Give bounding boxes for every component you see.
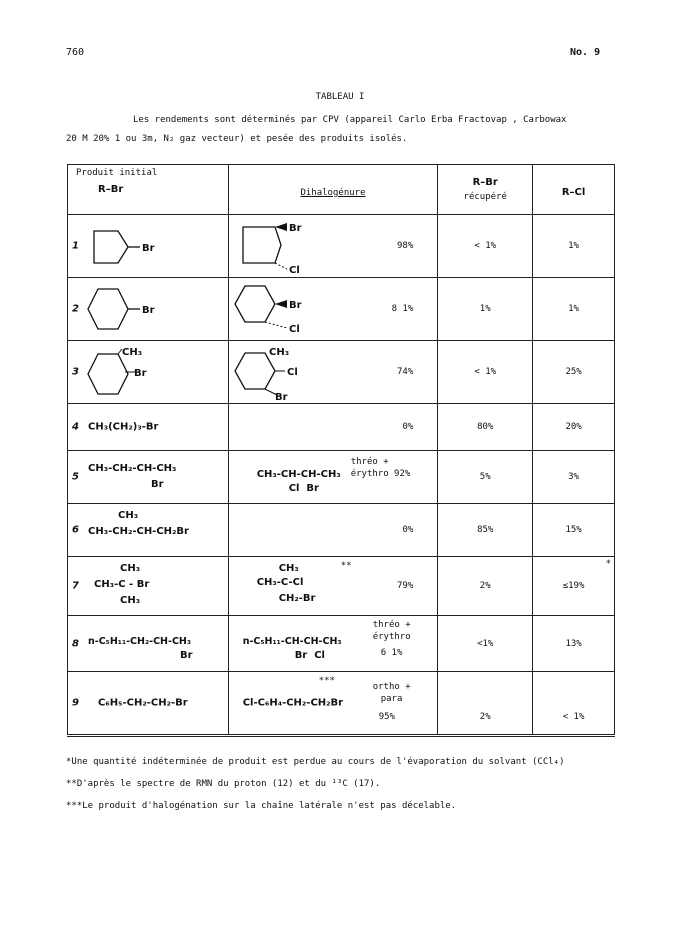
- isomer-note: thréo +: [350, 457, 389, 467]
- initial-substituent: Br: [151, 479, 164, 490]
- header-rcl: R–Cl: [561, 187, 586, 198]
- footnote-mark: **: [340, 561, 352, 571]
- initial-formula: CH₃-CH₂-CH-CH₃: [88, 463, 177, 474]
- initial-formula: C₆H₅-CH₂-CH₂-Br: [98, 697, 188, 709]
- footnote-3: ***Le produit d'halogénation sur la chaîne latérale n'est pas décelable.: [66, 801, 457, 811]
- product-methyl: CH₃: [278, 563, 299, 574]
- header-rbr-recovered: R–Br: [472, 177, 498, 188]
- table-title: TABLEAU I: [315, 92, 365, 102]
- svg-text:Cl: Cl: [286, 367, 298, 378]
- table-row: [68, 451, 615, 504]
- yield-value: 8 1%: [391, 304, 414, 314]
- methylcyclohexyl-bromide-structure: [86, 345, 196, 399]
- row-number: 7: [72, 580, 79, 592]
- header-produit-initial: Produit initial: [76, 168, 158, 178]
- recovered-value: 5%: [479, 472, 491, 482]
- table-row: [68, 504, 615, 557]
- rcl-value: 25%: [565, 367, 582, 377]
- row-number: 3: [72, 366, 79, 378]
- rcl-value: 13%: [565, 638, 582, 649]
- table-row: [68, 672, 615, 736]
- isomer-note-2: érythro: [372, 632, 411, 642]
- header-rbr: R–Br: [98, 184, 124, 195]
- dihalocyclohexane-structure: [233, 282, 343, 338]
- svg-text:Br: Br: [274, 392, 288, 401]
- row-number: 5: [72, 471, 79, 483]
- product-substituent: CH₂-Br: [278, 593, 316, 604]
- initial-methyl-top: CH₃: [120, 563, 141, 574]
- yield-value: 0%: [402, 525, 414, 535]
- table-row: [68, 557, 615, 616]
- rcl-value: 20%: [565, 422, 582, 432]
- rcl-value: < 1%: [562, 712, 585, 722]
- svg-text:Br: Br: [142, 305, 155, 316]
- rcl-value: ≤19%: [562, 581, 585, 591]
- svg-text:Cl: Cl: [288, 324, 300, 335]
- row-number: 6: [72, 524, 79, 536]
- table-row: [68, 341, 615, 404]
- rcl-value: 1%: [568, 241, 579, 251]
- product-formula: Cl-C₆H₄-CH₂-CH₂Br: [242, 697, 344, 709]
- caption-line-2: 20 M 20% 1 ou 3m, N₂ gaz vecteur) et pesée des produits isolés.: [66, 134, 408, 144]
- product-formula: CH₃-CH-CH-CH₃: [256, 469, 341, 480]
- page-number: 760: [66, 47, 85, 58]
- issue-number: No. 9: [570, 47, 601, 58]
- bromochloromethylcyclohexane-structure: [233, 343, 343, 401]
- footnote-1: *Une quantité indéterminée de produit est perdue au cours de l'évaporation du solvant (CCl₄): [66, 757, 565, 767]
- isomer-note: thréo +: [372, 620, 411, 630]
- rcl-value: 15%: [565, 525, 582, 535]
- yield-value: 0%: [402, 422, 414, 432]
- footnote-2: **D'après le spectre de RMN du proton (12) et du ¹³C (17).: [66, 779, 381, 789]
- recovered-value: 80%: [477, 422, 494, 432]
- recovered-value: 2%: [479, 581, 491, 591]
- header-dihalogenure: Dihalogénure: [300, 188, 366, 198]
- recovered-value: < 1%: [474, 367, 497, 377]
- recovered-value: 2%: [479, 712, 491, 722]
- table-row: [68, 278, 615, 341]
- yield-value: 98%: [397, 241, 414, 251]
- initial-methyl-bottom: CH₃: [120, 595, 141, 606]
- svg-text:Cl: Cl: [288, 265, 300, 275]
- table-row: [68, 215, 615, 278]
- header-recupere: récupéré: [463, 192, 507, 202]
- product-substituents: Cl Br: [288, 483, 319, 494]
- footnote-mark: *: [605, 559, 611, 569]
- row-number: 2: [72, 303, 79, 315]
- table-row: [68, 404, 615, 451]
- initial-methyl: CH₃: [118, 510, 139, 521]
- footnote-mark: ***: [318, 676, 335, 686]
- isomer-note: ortho +: [372, 682, 411, 692]
- svg-text:Br: Br: [288, 223, 302, 234]
- recovered-value: 1%: [479, 304, 491, 314]
- yield-value: 6 1%: [380, 648, 403, 658]
- svg-text:CH₃: CH₃: [122, 347, 143, 358]
- initial-formula: CH₃-CH₂-CH-CH₂Br: [88, 526, 189, 537]
- recovered-value: <1%: [477, 638, 494, 649]
- product-substituents: Br Cl: [294, 650, 325, 661]
- recovered-value: < 1%: [474, 241, 497, 251]
- initial-formula: CH₃-C - Br: [94, 579, 150, 590]
- product-formula: n-C₅H₁₁-CH-CH-CH₃: [242, 636, 342, 647]
- row-number: 4: [72, 421, 79, 433]
- yield-value: 95%: [378, 712, 395, 722]
- cyclohexyl-bromide-structure: [86, 285, 186, 333]
- initial-formula: n-C₅H₁₁-CH₂-CH-CH₃: [88, 636, 192, 647]
- dihalocyclopentane-structure: [235, 219, 335, 275]
- svg-text:CH₃: CH₃: [268, 347, 289, 358]
- svg-text:Br: Br: [288, 300, 302, 311]
- row-number: 8: [72, 638, 79, 649]
- product-formula: CH₃-C-Cl: [256, 577, 304, 588]
- svg-text:Br: Br: [142, 243, 155, 254]
- rcl-value: 1%: [568, 304, 579, 314]
- recovered-value: 85%: [477, 525, 494, 535]
- caption-line-1: Les rendements sont déterminés par CPV (appareil Carlo Erba Fractovap , Carbowax: [133, 115, 567, 125]
- yield-value: 74%: [397, 367, 414, 377]
- svg-text:Br: Br: [134, 368, 147, 379]
- table-header-row: [68, 165, 615, 215]
- row-number: 1: [72, 240, 79, 252]
- initial-substituent: Br: [180, 650, 193, 661]
- yield-value: 79%: [397, 581, 414, 591]
- isomer-note-2: para: [380, 694, 403, 704]
- row-number: 9: [72, 697, 79, 709]
- initial-formula: CH₃(CH₂)₃-Br: [88, 421, 159, 433]
- isomer-note-yield: érythro 92%: [350, 469, 411, 479]
- cyclopentyl-bromide-structure: [88, 225, 178, 269]
- rcl-value: 3%: [568, 472, 579, 482]
- table-row: [68, 616, 615, 672]
- results-table: [67, 164, 615, 737]
